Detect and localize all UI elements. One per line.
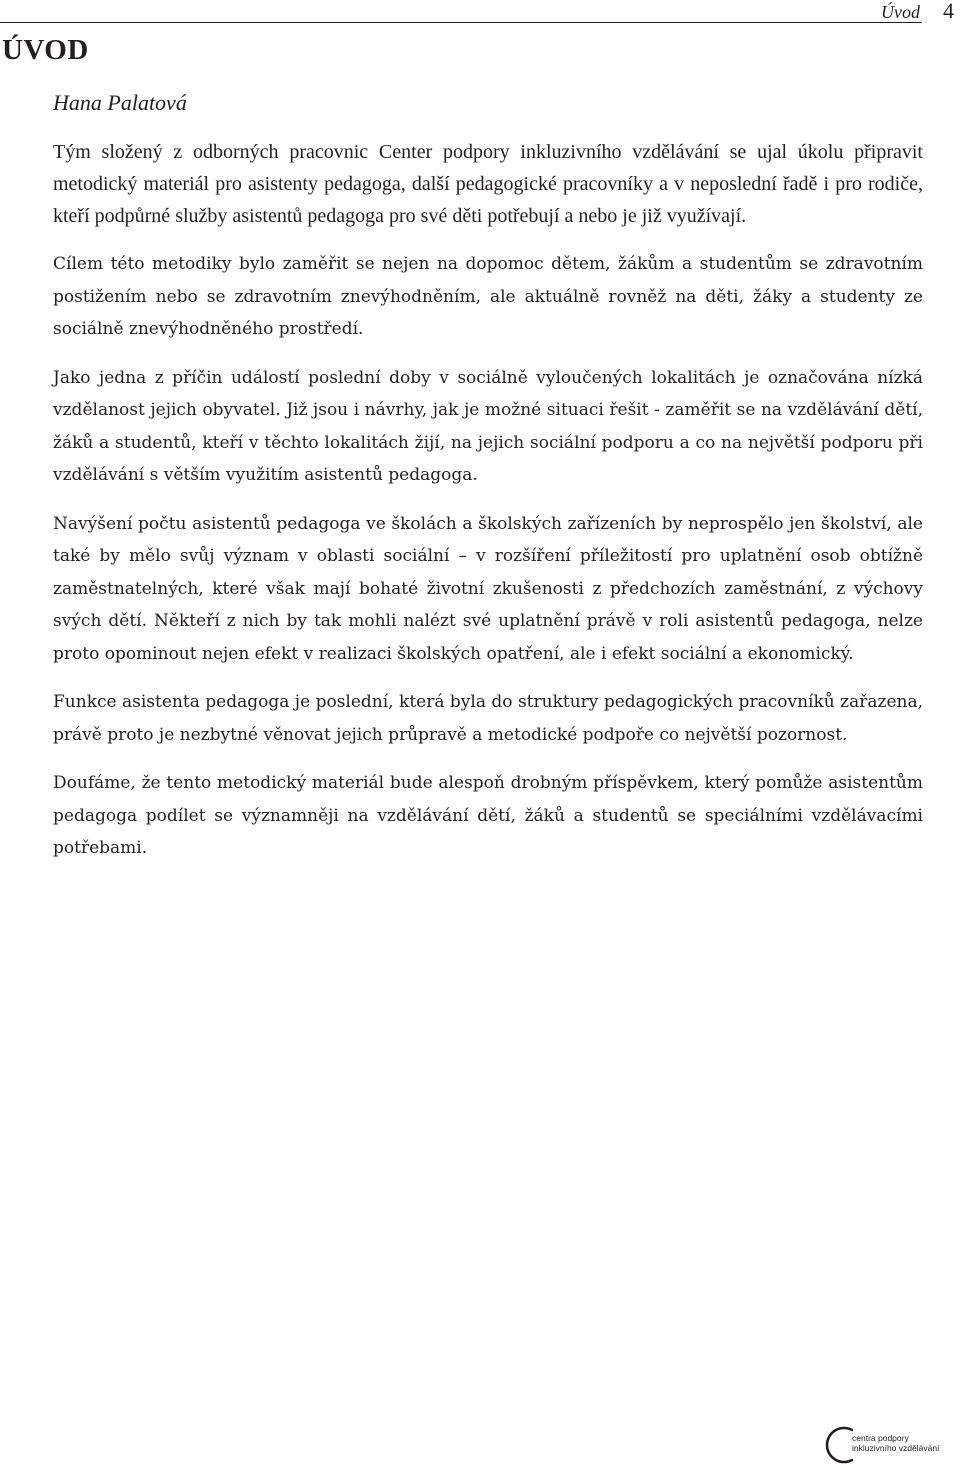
- paragraph-2: Cílem této metodiky bylo zaměřit se nejen na dopomoc dětem, žákům a studentům se zdravotním postižením nebo se zdravotním znevýhodněním, ale aktuálně rovněž na děti, žáky a studenty ze sociálně znevýhodněného prostředí.: [53, 254, 923, 339]
- body-text: [53, 136, 923, 881]
- paragraph-3: Jako jedna z příčin událostí poslední doby v sociálně vyloučených lokalitách je označována nízká vzdělanost jejich obyvatel. Již jsou i návrhy, jak je možné situaci řešit - zaměřit se na vzdělávání dětí, žáků a studentů, kteří v těchto lokalitách žijí, na jejich sociální podporu a co na největší podporu při vzdělávání s větším využitím asistentů pedagoga.: [53, 367, 923, 485]
- logo-text: [852, 1433, 939, 1453]
- paragraph-4: Navýšení počtu asistentů pedagoga ve školách a školských zařízeních by neprospělo jen školství, ale také by mělo svůj význam v oblasti sociální – v rozšíření příležitostí pro uplatnění osob obtížně zaměstnatelných, které však mají bohaté životní zkušenosti z předchozích zaměstnání, z výchovy svých dětí. Někteří z nich by tak mohli nalézt své uplatnění právě v roli asistentů pedagoga, nelze proto opominout nejen efekt v realizaci školských opatření, ale i efekt sociální a ekonomický.: [53, 513, 923, 664]
- chapter-title: ÚVOD: [2, 34, 89, 66]
- header-rule: [0, 22, 922, 23]
- page-header: [0, 0, 960, 30]
- paragraph-5: Funkce asistenta pedagoga je poslední, která byla do struktury pedagogických pracovníků zařazena, právě proto je nezbytné věnovat jejich průpravě a metodické podpoře co největší pozornost.: [53, 692, 923, 745]
- author-name: Hana Palatová: [53, 90, 187, 115]
- paragraph-1: Tým složený z odborných pracovnic Center podpory inkluzivního vzdělávání se ujal úkolu připravit metodický materiál pro asistenty pedagoga, další pedagogické pracovníky a v neposlední řadě i pro rodiče, kteří podpůrné služby asistentů pedagoga pro své děti potřebují a nebo je již využívají.: [53, 141, 923, 227]
- cpiv-logo: [822, 1424, 952, 1464]
- logo-line-2: inkluzivního vzdělávání: [852, 1443, 940, 1453]
- logo-line-1: centra podpory: [852, 1433, 909, 1443]
- page-number: 4: [943, 0, 954, 23]
- running-title: Úvod: [881, 2, 920, 22]
- paragraph-6: Doufáme, že tento metodický materiál bude alespoň drobným příspěvkem, který pomůže asistentům pedagoga podílet se významněji na vzdělávání dětí, žáků a studentů se speciálními vzdělávacími potřebami.: [53, 773, 923, 858]
